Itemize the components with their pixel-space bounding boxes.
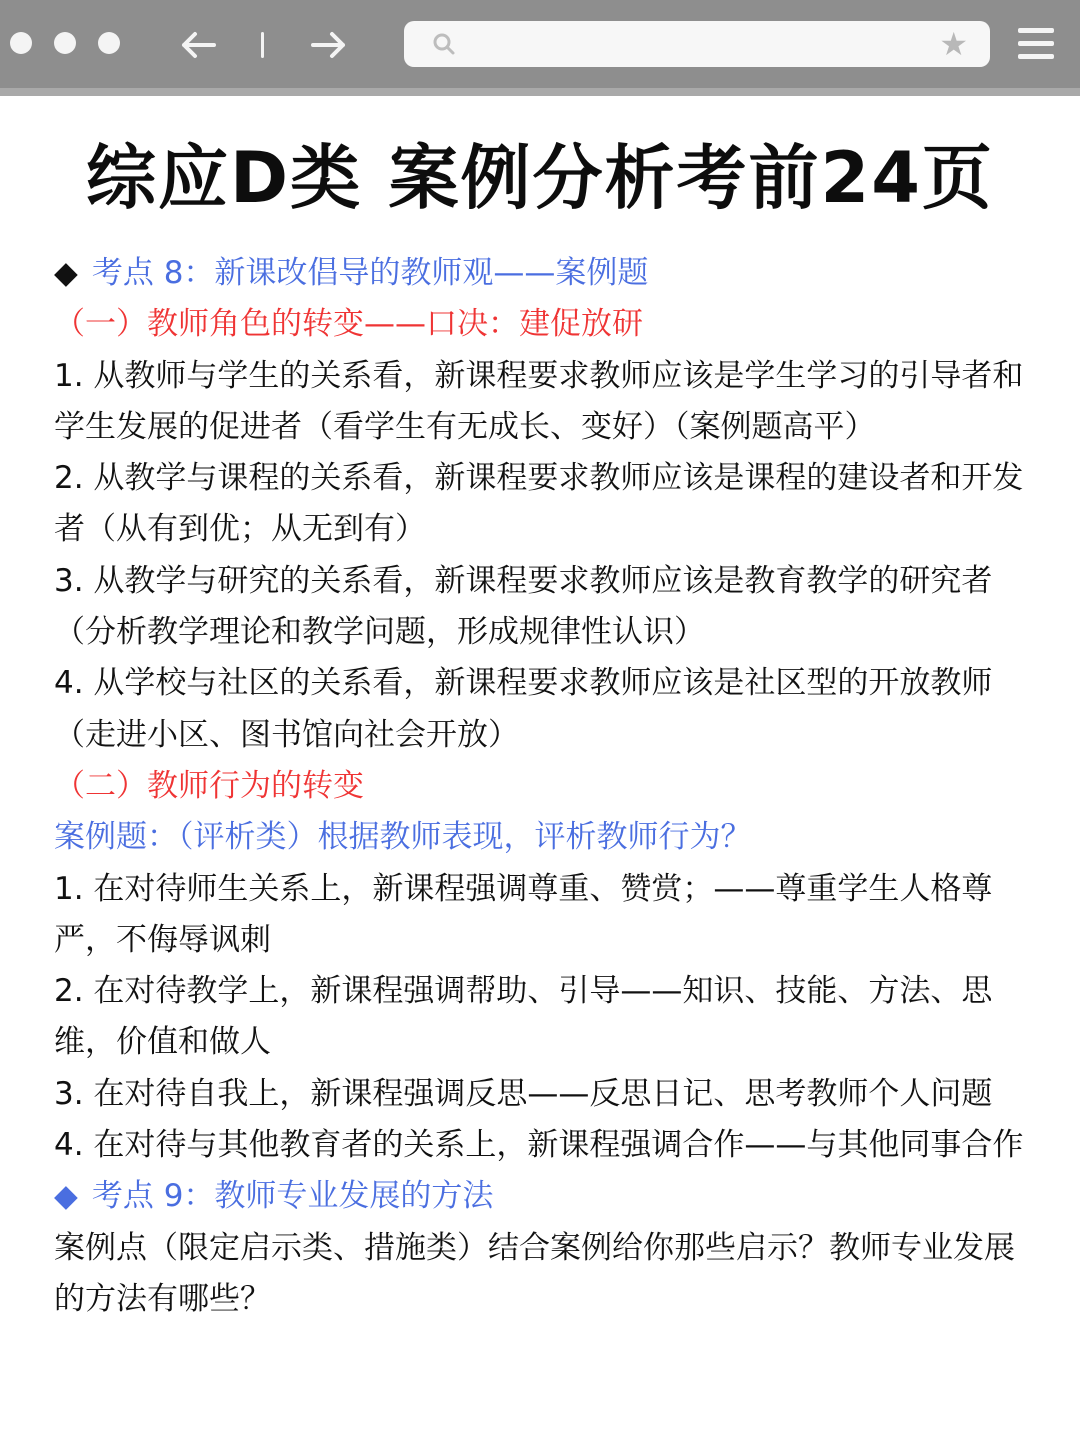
browser-toolbar [0, 0, 1080, 96]
point8-heading-text: 考点 8：新课改倡导的教师观——案例题 [91, 255, 649, 291]
point8-subheading-2: （二）教师行为的转变 [54, 767, 364, 804]
point8-subheading-1: （一）教师角色的转变——口决：建促放研 [54, 306, 643, 343]
back-arrow-icon[interactable] [174, 20, 224, 70]
document-body [54, 248, 1034, 1325]
window-controls [10, 32, 120, 54]
point8-heading [54, 248, 1034, 299]
point9-heading-text: 考点 9：教师专业发展的方法 [91, 1178, 494, 1215]
list-item: 2. 在对待教学上，新课程强调帮助、引导——知识、技能、方法、思维，价值和做人 [54, 973, 993, 1061]
page-title: 综应D类 案例分析考前24页 [86, 137, 994, 219]
point9-text: 案例点（限定启示类、措施类）结合案例给你那些启示？教师专业发展的方法有哪些？ [54, 1229, 1015, 1317]
list-item: 2. 从教学与课程的关系看，新课程要求教师应该是课程的建设者和开发者（从有到优；从无到有） [54, 460, 1024, 548]
point9-heading [54, 1171, 1034, 1222]
diamond-bullet-icon: ◆ [54, 255, 78, 291]
list-item: 4. 在对待与其他教育者的关系上，新课程强调合作——与其他同事合作 [54, 1127, 1024, 1164]
list-item: 1. 在对待师生关系上，新课程强调尊重、赞赏；——尊重学生人格尊严，不侮辱讽刺 [54, 870, 993, 958]
menu-icon[interactable] [1018, 28, 1054, 67]
forward-arrow-icon[interactable] [303, 20, 353, 70]
case-question: 案例题：（评析类）根据教师表现，评析教师行为？ [54, 819, 752, 856]
window-dot-icon[interactable] [54, 32, 76, 54]
nav-separator [261, 32, 264, 58]
diamond-bullet-icon: ◆ [54, 1178, 78, 1215]
window-dot-icon[interactable] [98, 32, 120, 54]
search-icon [432, 32, 456, 60]
window-dot-icon[interactable] [10, 32, 32, 54]
address-bar[interactable] [404, 21, 990, 67]
star-icon[interactable]: ★ [939, 25, 968, 63]
list-item: 3. 从教学与研究的关系看，新课程要求教师应该是教育教学的研究者（分析教学理论和教学问题，形成规律性认识） [54, 562, 993, 651]
list-item: 4. 从学校与社区的关系看，新课程要求教师应该是社区型的开放教师（走进小区、图书馆向社会开放） [54, 665, 993, 753]
list-item: 1. 从教师与学生的关系看，新课程要求教师应该是学生学习的引导者和学生发展的促进者（看学生有无成长、变好）（案例题高平） [54, 357, 1024, 445]
list-item: 3. 在对待自我上，新课程强调反思——反思日记、思考教师个人问题 [54, 1075, 993, 1112]
